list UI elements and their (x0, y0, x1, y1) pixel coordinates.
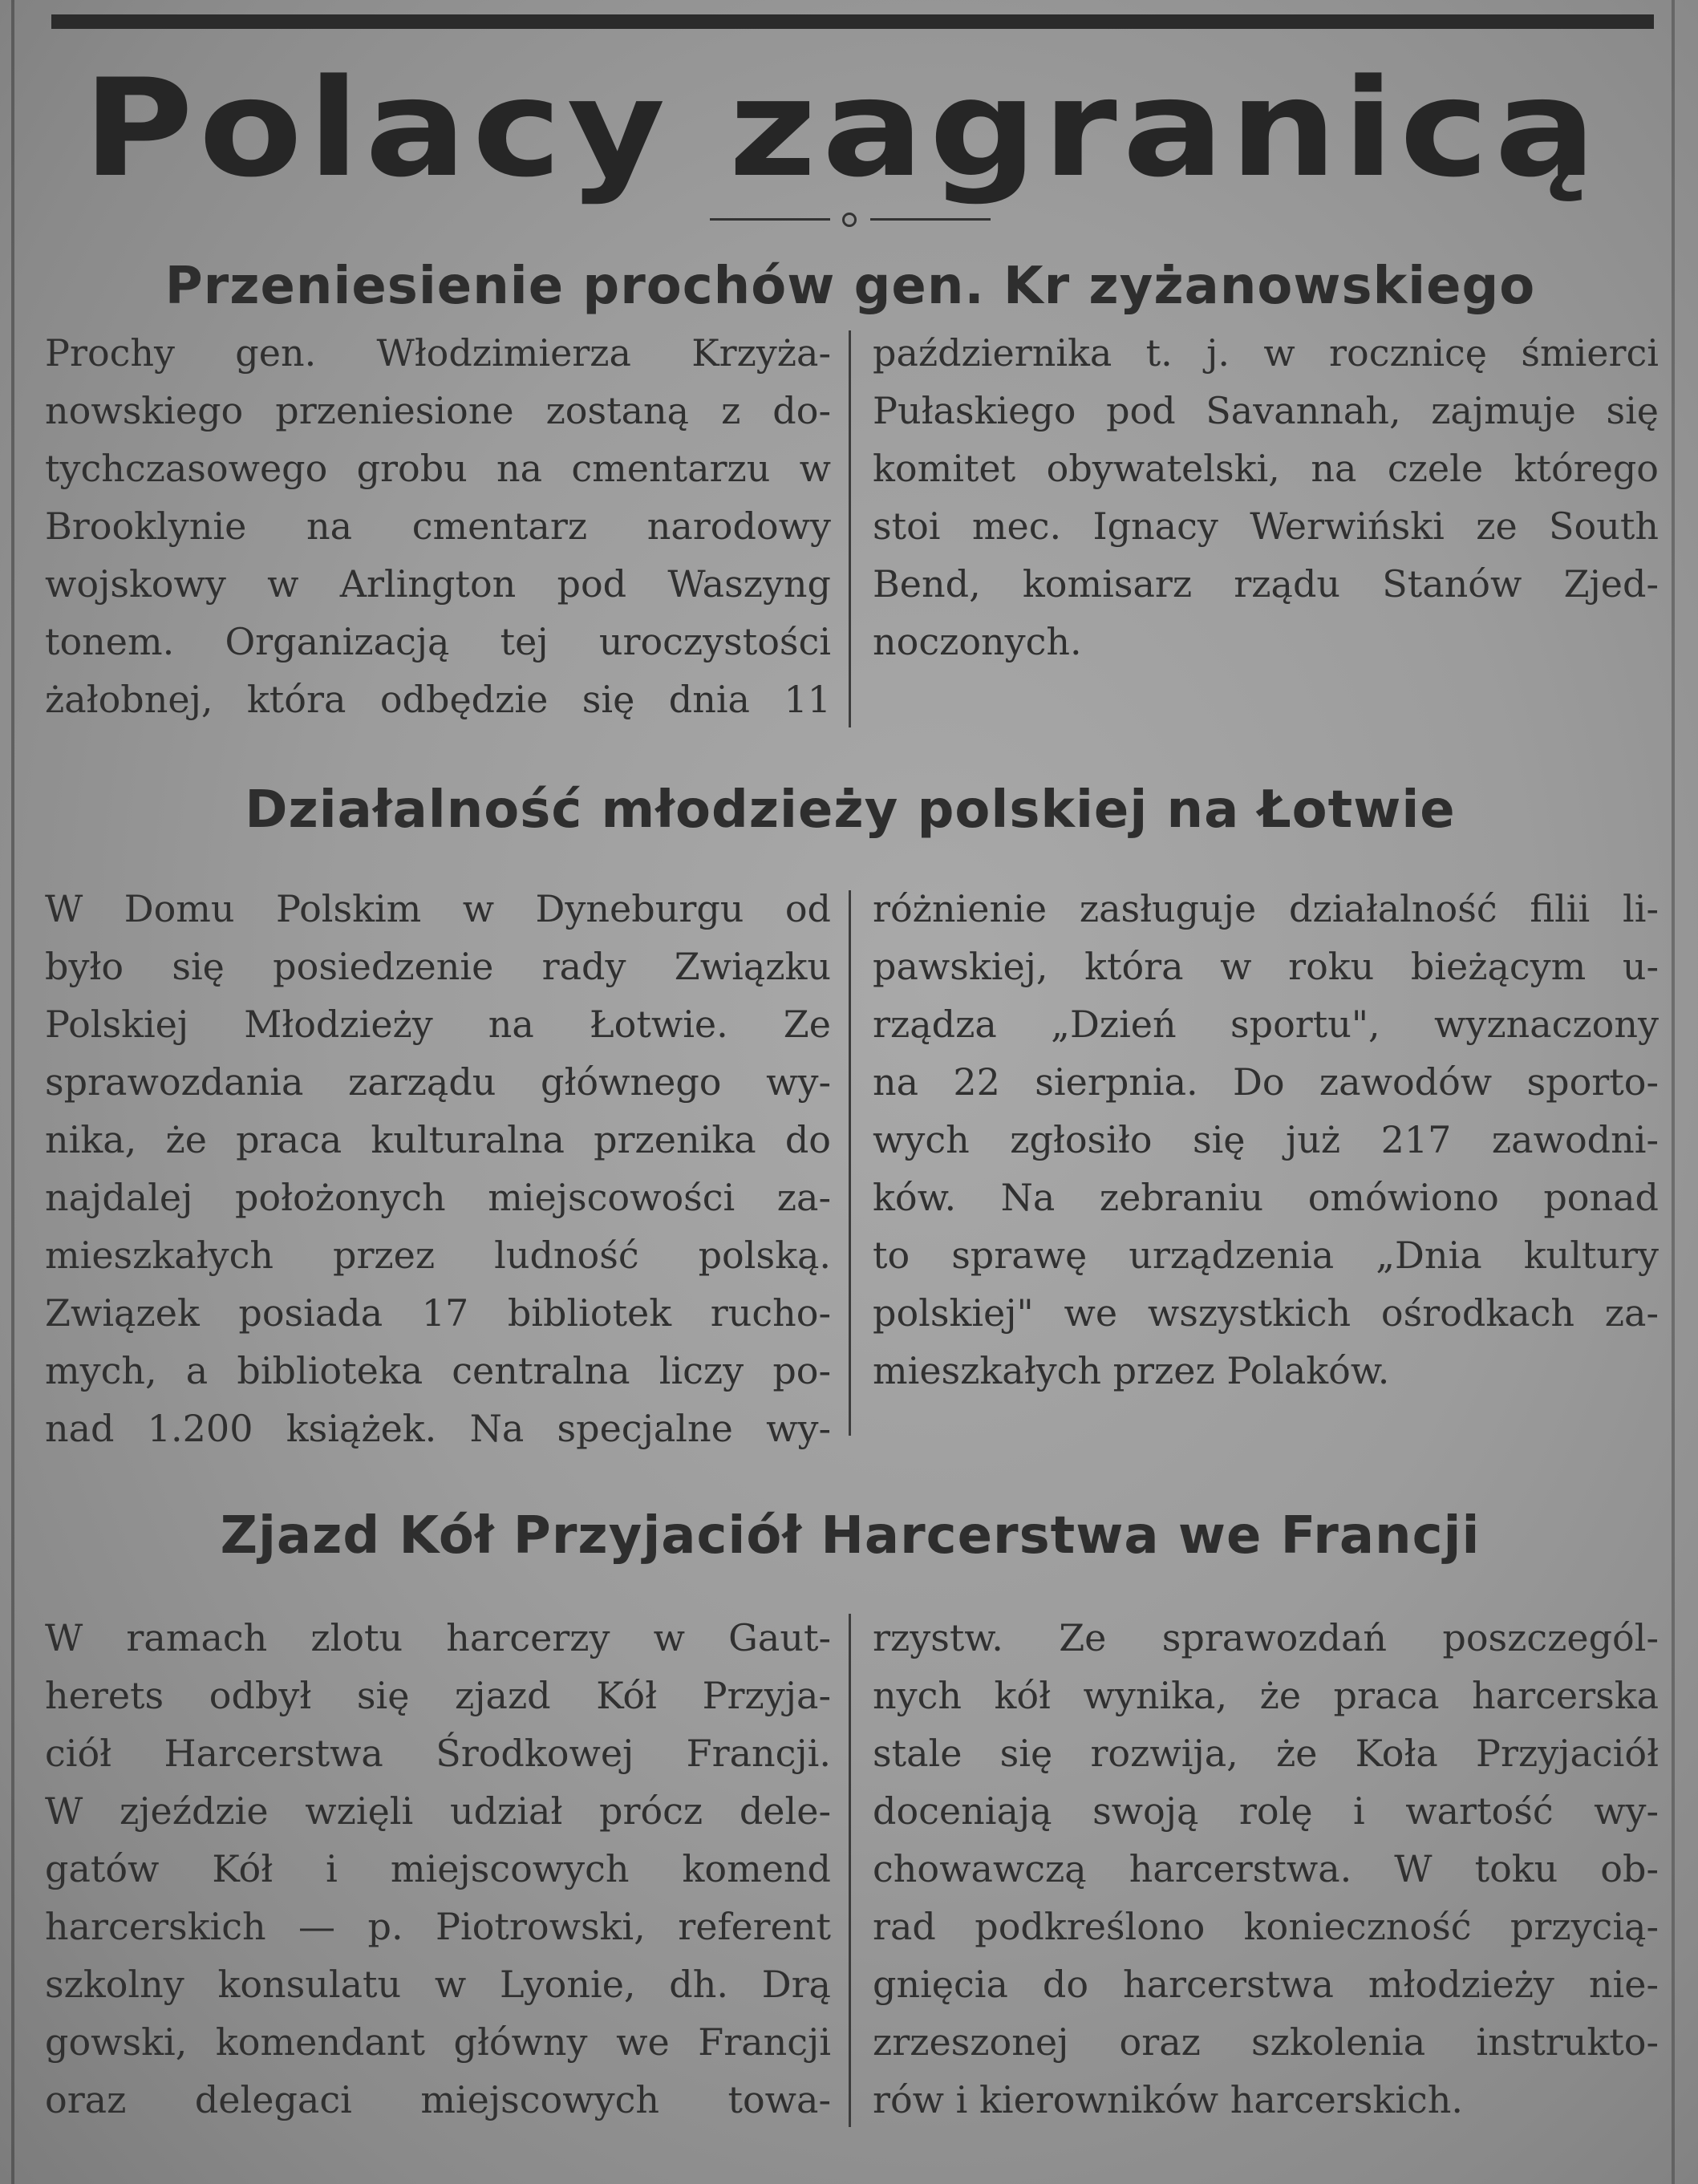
text-line: żałobnej, która odbędzie się dnia 11 (45, 678, 831, 721)
text-line: października t. j. w rocznicę śmierci (873, 331, 1659, 375)
text-line: sprawozdania zarządu głównego wy- (45, 1060, 831, 1104)
text-line: mieszkałych przez Polaków. (873, 1349, 1390, 1392)
text-line: polskiej" we wszystkich ośrodkach za- (873, 1291, 1659, 1335)
article-1-left-column (45, 324, 831, 728)
text-line: herets odbył się zjazd Kół Przyja- (45, 1674, 831, 1717)
text-line: chowawczą harcerstwa. W toku ob- (873, 1847, 1659, 1890)
text-line: nika, że praca kulturalna przenika do (45, 1118, 831, 1161)
ornament-divider (710, 211, 991, 227)
text-line: stoi mec. Ignacy Werwiński ze South (873, 504, 1659, 548)
text-line: rządza „Dzień sportu", wyznaczony (873, 1003, 1659, 1046)
article-1-right-column (873, 324, 1659, 671)
article-2-headline: Działalność młodzieży polskiej na Łotwie (245, 780, 1456, 840)
article-2-left-column (45, 880, 831, 1457)
text-line: pawskiej, która w roku bieżącym u- (873, 945, 1659, 988)
text-line: komitet obywatelski, na czele którego (873, 447, 1659, 490)
text-line: zrzeszonej oraz szkolenia instrukto- (873, 2020, 1659, 2064)
text-line: tonem. Organizacją tej uroczystości (45, 620, 831, 663)
text-line: mych, a biblioteka centralna liczy po- (45, 1349, 831, 1392)
text-line: gnięcia do harcerstwa młodzieży nie- (873, 1963, 1659, 2006)
text-line: tychczasowego grobu na cmentarzu w (45, 447, 831, 490)
column-separator (849, 890, 851, 1436)
text-line: stale się rozwija, że Koła Przyjaciół (873, 1732, 1659, 1775)
column-separator (849, 330, 851, 727)
article-2-right-column (873, 880, 1659, 1400)
text-line: rów i kierowników harcerskich. (873, 2078, 1463, 2121)
text-line: na 22 sierpnia. Do zawodów sporto- (873, 1060, 1659, 1104)
text-line: gatów Kół i miejscowych komend (45, 1847, 831, 1890)
text-line: Pułaskiego pod Savannah, zajmuje się (873, 389, 1659, 432)
text-line: to sprawę urządzenia „Dnia kultury (873, 1234, 1659, 1277)
article-3-headline: Zjazd Kół Przyjaciół Harcerstwa we Francji (220, 1506, 1481, 1566)
text-line: doceniają swoją rolę i wartość wy- (873, 1789, 1659, 1833)
text-line: mieszkałych przez ludność polską. (45, 1234, 831, 1277)
article-3-left-column (45, 1609, 831, 2129)
text-line: W Domu Polskim w Dyneburgu od (45, 887, 831, 930)
text-line: oraz delegaci miejscowych towa- (45, 2078, 831, 2121)
top-rule (51, 14, 1654, 29)
text-line: Brooklynie na cmentarz narodowy (45, 504, 831, 548)
text-line: rzystw. Ze sprawozdań poszczegól- (873, 1616, 1659, 1659)
text-line: wojskowy w Arlington pod Waszyng (45, 562, 831, 606)
text-line: W ramach zlotu harcerzy w Gaut- (45, 1616, 831, 1659)
text-line: szkolny konsulatu w Lyonie, dh. Drą (45, 1963, 831, 2006)
text-line: nych kół wynika, że praca harcerska (873, 1674, 1659, 1717)
text-line: różnienie zasługuje działalność filii li- (873, 887, 1659, 930)
text-line: wych zgłosiło się już 217 zawodni- (873, 1118, 1659, 1161)
text-line: W zjeździe wzięli udział prócz dele- (45, 1789, 831, 1833)
text-line: nowskiego przeniesione zostaną z do- (45, 389, 831, 432)
article-1-headline: Przeniesienie prochów gen. Kr zyżanowskiego (164, 257, 1536, 316)
column-separator (849, 1614, 851, 2127)
text-line: ciół Harcerstwa Środkowej Francji. (45, 1732, 831, 1775)
text-line: harcerskich — p. Piotrowski, referent (45, 1905, 831, 1948)
text-line: nad 1.200 książek. Na specjalne wy- (45, 1407, 831, 1450)
page-edge-rule-right (1672, 0, 1675, 2184)
text-line: najdalej położonych miejscowości za- (45, 1176, 831, 1219)
text-line: Bend, komisarz rządu Stanów Zjed- (873, 562, 1659, 606)
text-line: Prochy gen. Włodzimierza Krzyża- (45, 331, 831, 375)
text-line: ków. Na zebraniu omówiono ponad (873, 1176, 1659, 1219)
text-line: było się posiedzenie rady Związku (45, 945, 831, 988)
text-line: Polskiej Młodzieży na Łotwie. Ze (45, 1003, 831, 1046)
text-line: Związek posiada 17 bibliotek rucho- (45, 1291, 831, 1335)
section-masthead: Polacy zagranicą (83, 50, 1602, 207)
text-line: gowski, komendant główny we Francji (45, 2020, 831, 2064)
text-line: rad podkreślono konieczność przycią- (873, 1905, 1659, 1948)
article-3-right-column (873, 1609, 1659, 2129)
page-edge-rule-left (11, 0, 14, 2184)
text-line: noczonych. (873, 620, 1082, 663)
